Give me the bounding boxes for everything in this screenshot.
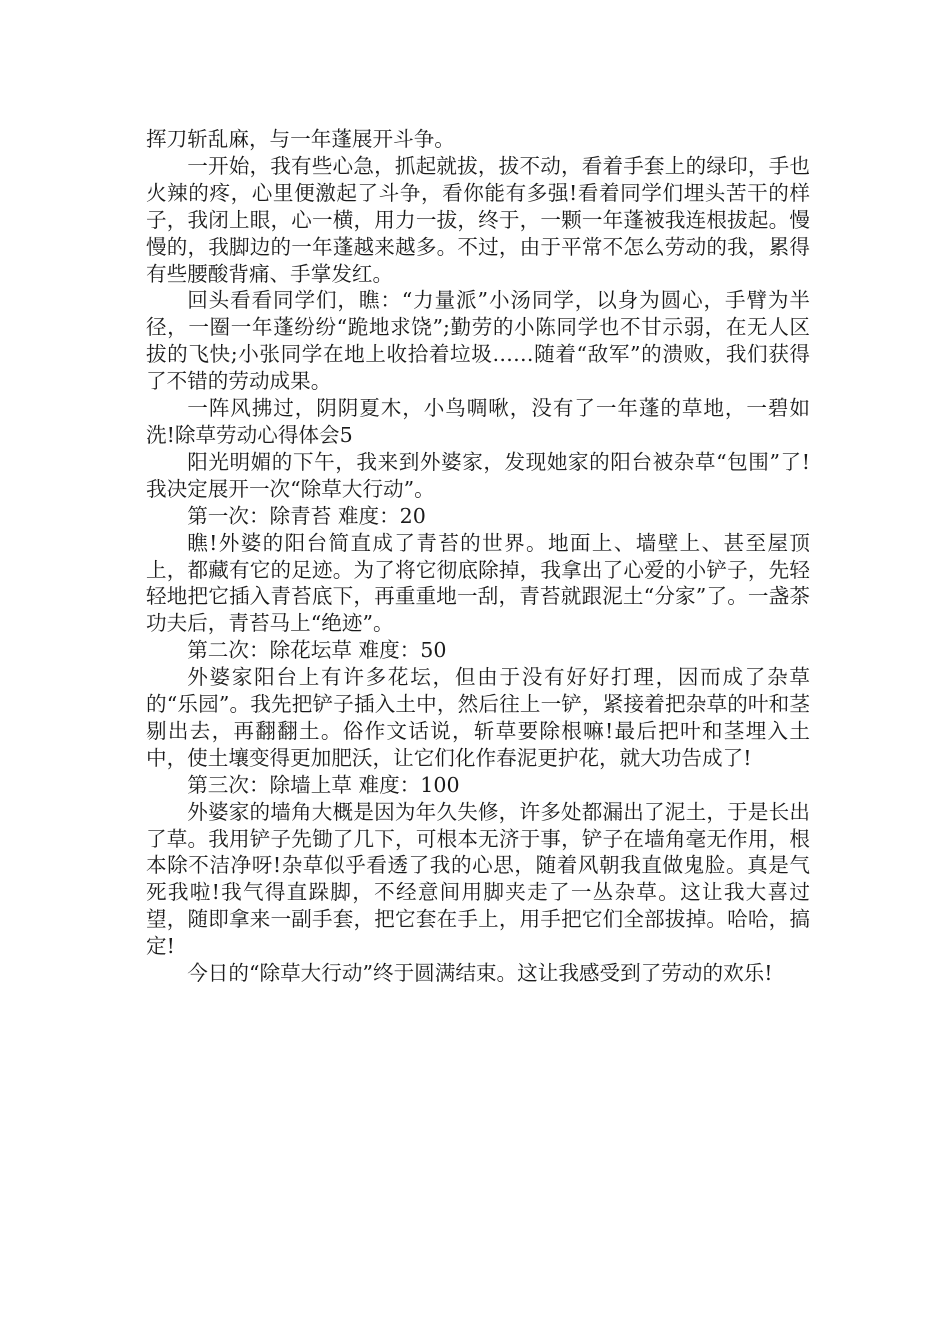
paragraph-8: 外婆家的墙角大概是因为年久失修，许多处都漏出了泥土，于是长出了草。我用铲子先锄了几下，可根本无济于事，铲子在墙角毫无作用，根本除不洁净呀!杂草似乎看透了我的心思，随着风朝我直做鬼脸。真是气死我啦!我气得直跺脚，不经意间用脚夹走了一丛杂草。这让我大喜过望，随即拿来一副手套，把它套在手上，用手把它们全部拔掉。哈哈，搞定!	[146, 799, 810, 959]
paragraph-6: 瞧!外婆的阳台简直成了青苔的世界。地面上、墙壁上、甚至屋顶上，都藏有它的足迹。为了将它彻底除掉，我拿出了心爱的小铲子，先轻轻地把它插入青苔底下，再重重地一刮，青苔就跟泥土“分家”了。一盏茶功夫后，青苔马上“绝迹”。	[146, 530, 810, 636]
document-page	[146, 126, 810, 987]
paragraph-4: 一阵风拂过，阴阴夏木，小鸟啁啾，没有了一年蓬的草地，一碧如洗!除草劳动心得体会5	[146, 396, 810, 447]
paragraph-9: 今日的“除草大行动”终于圆满结束。这让我感受到了劳动的欢乐!	[187, 961, 773, 986]
paragraph-1: 挥刀斩乱麻，与一年蓬展开斗争。	[146, 127, 455, 151]
paragraph-7: 外婆家阳台上有许多花坛，但由于没有好好打理，因而成了杂草的“乐园”。我先把铲子插入土中，然后往上一铲，紧接着把杂草的叶和茎剔出去，再翻翻土。俗作文话说，斩草要除根嘛!最后把叶和茎埋入土中，使土壤变得更加肥沃，让它们化作春泥更护花，就大功告成了!	[146, 665, 810, 770]
paragraph-3: 回头看看同学们，瞧：“力量派”小汤同学，以身为圆心，手臂为半径，一圈一年蓬纷纷“跪地求饶”;勤劳的小陈同学也不甘示弱，在无人区拔的飞快;小张同学在地上收拾着垃圾……随着“敌军”的溃败，我们获得了不错的劳动成果。	[146, 288, 810, 394]
paragraph-2: 一开始，我有些心急，抓起就拔，拔不动，看着手套上的绿印，手也火辣的疼，心里便激起了斗争，看你能有多强!看着同学们埋头苦干的样子，我闭上眼，心一横，用力一拔，终于，一颗一年蓬被我连根拔起。慢慢的，我脚边的一年蓬越来越多。不过，由于平常不怎么劳动的我，累得有些腰酸背痛、手掌发红。	[146, 153, 810, 286]
section-heading-2: 第二次：除花坛草 难度：50	[187, 638, 447, 663]
section-heading-3: 第三次：除墙上草 难度：100	[187, 772, 460, 797]
paragraph-5: 阳光明媚的下午，我来到外婆家，发现她家的阳台被杂草“包围”了!我决定展开一次“除草大行动”。	[146, 449, 810, 501]
section-heading-1: 第一次：除青苔 难度：20	[187, 503, 426, 528]
